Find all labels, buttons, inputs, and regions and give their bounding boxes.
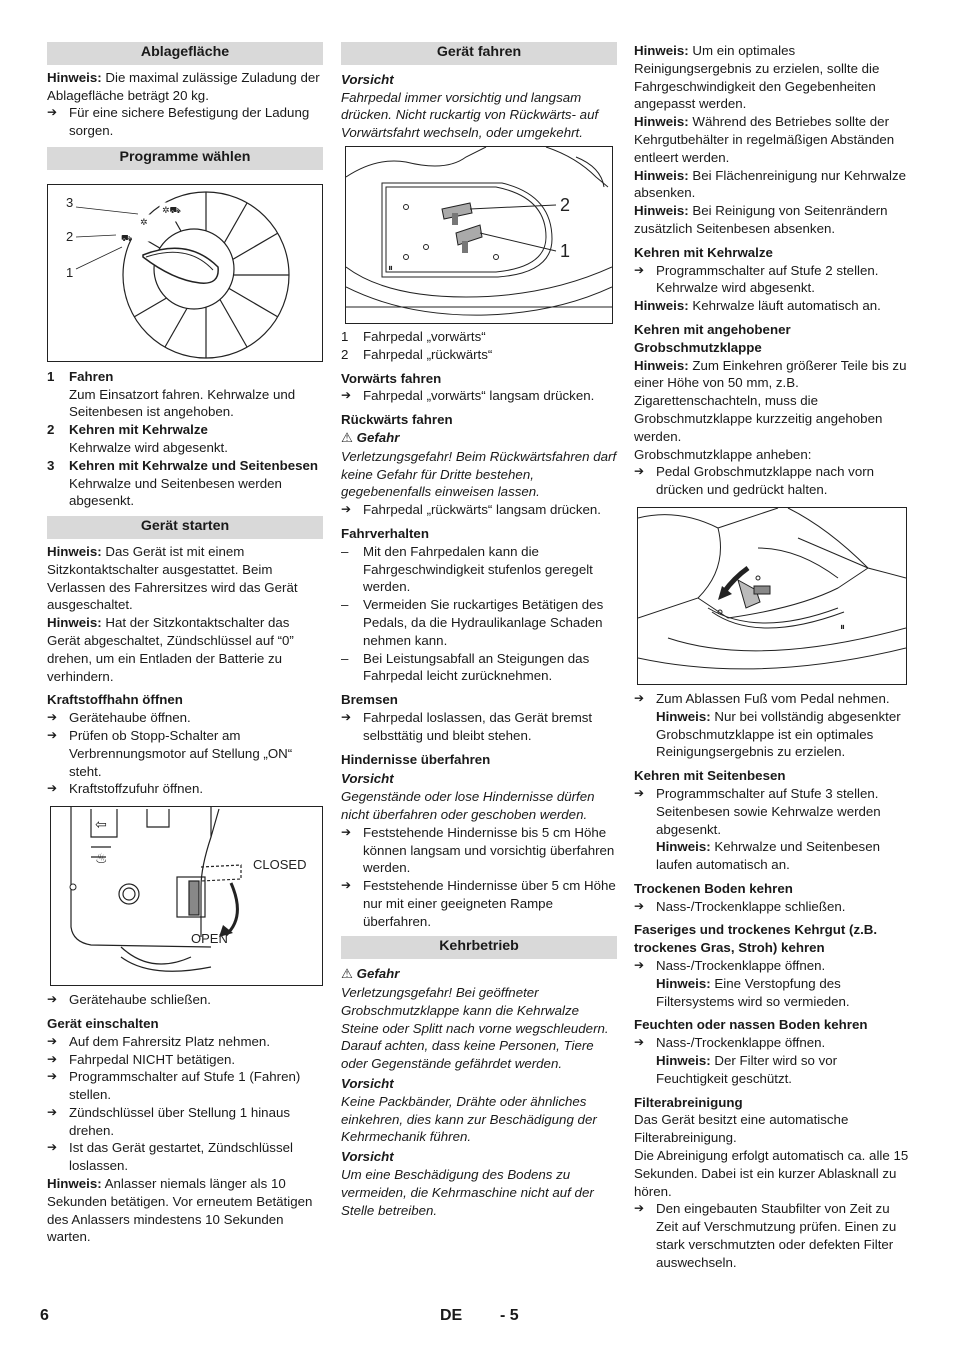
- svg-text:2: 2: [66, 228, 74, 244]
- drive-pedal-figure: [345, 146, 613, 324]
- subheading: Faseriges und trockenes Kehrgut (z.B. trockenes Gras, Stroh) kehren: [634, 922, 878, 956]
- list-item: – Mit den Fahrpedalen kann die Fahrgeschwindigkeit stufenlos geregelt werden.: [341, 543, 617, 596]
- step: ➔ Nass-/Trockenklappe öffnen.: [634, 1034, 910, 1052]
- subheading: Bremsen: [341, 692, 398, 708]
- fuel-valve-drawing: [51, 807, 323, 985]
- legend-item: 1 Fahrpedal „vorwärts“: [341, 328, 486, 344]
- hint: Hinweis: Nur bei vollständig abgesenkter Grobschmutzklappe ist ein optimales Reinigungsergebnis zu erzielen.: [656, 708, 901, 760]
- svg-text:CLOSED: CLOSED: [253, 857, 307, 873]
- svg-text:2: 2: [560, 194, 571, 215]
- svg-text:1: 1: [560, 240, 571, 261]
- svg-text:✲: ✲: [140, 217, 148, 228]
- svg-text:♨: ♨: [95, 851, 108, 868]
- hint: Hinweis: Kehrwalze läuft automatisch an.: [634, 298, 881, 314]
- step: ➔ Fahrpedal loslassen, das Gerät bremst selbsttätig und bleibt stehen.: [341, 709, 617, 745]
- section-heading-fahren: Gerät fahren: [341, 42, 617, 65]
- section-heading-kehrbetrieb: Kehrbetrieb: [341, 936, 617, 959]
- svg-text:⏸: ⏸: [840, 621, 845, 633]
- hint: Hinweis: Während des Betriebes sollte der Kehrgutbehälter in regelmäßigen Abständen entleert werden.: [634, 114, 895, 165]
- step: ➔ Feststehende Hindernisse über 5 cm Höhe nur mit einer geeigneten Rampe überfahren.: [341, 877, 617, 930]
- subheading: Vorwärts fahren: [341, 370, 442, 386]
- hint: Hinweis: Um ein optimales Reinigungsergebnis zu erzielen, sollte die Fahrgeschwindigkeit den Gegebenheiten angepasst werden.: [634, 43, 880, 112]
- step: ➔ Gerätehaube öffnen.: [47, 709, 323, 727]
- hint: Hinweis: Bei Flächenreinigung nur Kehrwalze absenken.: [634, 167, 907, 201]
- step: ➔ Prüfen ob Stopp-Schalter am Verbrennungsmotor auf Stellung „ON“ steht.: [47, 727, 323, 780]
- hint: Hinweis: Das Gerät ist mit einem Sitzkontaktschalter ausgestattet. Beim Verlassen des Fahrersitzes wird das Gerät ausgeschaltet.: [47, 543, 298, 613]
- svg-text:1: 1: [66, 264, 74, 280]
- program-dial-drawing: [48, 185, 322, 361]
- subheading: Filterabreinigung: [634, 1094, 743, 1110]
- caution-text: Gegenstände oder lose Hindernisse dürfen nicht überfahren oder geschoben werden.: [341, 789, 595, 822]
- column-left: [47, 42, 323, 1246]
- fuel-valve-figure: [50, 806, 323, 986]
- step: ➔ Fahrpedal „vorwärts“ langsam drücken.: [341, 387, 617, 405]
- program-switch-figure: [47, 184, 323, 362]
- caution-label: Vorsicht: [341, 71, 394, 87]
- step: ➔ Auf dem Fahrersitz Platz nehmen.: [47, 1033, 323, 1051]
- hint: Hinweis: Zum Einkehren größerer Teile bis zu einer Höhe von 50 mm, z.B. Zigarettenschachteln, muss die Grobschmutzklappe kurzzeitig angehoben werden.: [634, 357, 907, 444]
- step: ➔ Gerätehaube schließen.: [47, 991, 323, 1009]
- list-item: 3 Kehren mit Kehrwalze und Seitenbesen: [47, 457, 319, 473]
- paragraph: Das Gerät besitzt eine automatische Filterabreinigung.: [634, 1112, 849, 1146]
- step: ➔ Pedal Grobschmutzklappe nach vorn drücken und gedrückt halten.: [634, 463, 910, 499]
- caution-text: Fahrpedal immer vorsichtig und langsam drücken. Nicht ruckartig von Rückwärts- auf Vorwärtsfahrt wechseln, oder umgekehrt.: [341, 89, 599, 141]
- hint: Hinweis: Kehrwalze und Seitenbesen laufen automatisch an.: [656, 839, 880, 873]
- caution-text: Keine Packbänder, Drähte oder ähnliches einkehren, dies kann zur Beschädigung der Kehrmechanik führen.: [341, 1093, 597, 1145]
- warning-triangle-icon: ⚠: [341, 967, 353, 983]
- hint: Hinweis: Hat der Sitzkontaktschalter das Gerät abgeschaltet, Zündschlüssel auf “0” drehen, um ein Entladen der Batterie zu verhindern.: [47, 615, 294, 684]
- step: ➔ Programmschalter auf Stufe 1 (Fahren) stellen.: [47, 1068, 323, 1104]
- step: ➔ Programmschalter auf Stufe 2 stellen. Kehrwalze wird abgesenkt.: [634, 262, 910, 298]
- svg-text:⛟: ⛟: [121, 233, 133, 244]
- warning-triangle-icon: ⚠: [341, 430, 353, 446]
- step: ➔ Fahrpedal „rückwärts“ langsam drücken.: [341, 501, 617, 519]
- caution-text: Um eine Beschädigung des Bodens zu vermeiden, die Kehrmaschine nicht auf der Stelle betreiben.: [341, 1167, 594, 1218]
- column-right: [634, 42, 910, 1272]
- page-number: 6: [40, 1307, 49, 1324]
- step: ➔ Den eingebauten Staubfilter von Zeit zu Zeit auf Verschmutzung prüfen. Einen zu stark verschmutzten oder defekten Filter auswechseln.: [634, 1200, 910, 1271]
- subheading: Gerät einschalten: [47, 1015, 159, 1031]
- list-item: – Bei Leistungsabfall an Steigungen das Fahrpedal leicht zurücknehmen.: [341, 650, 617, 686]
- subheading: Rückwärts fahren: [341, 412, 453, 428]
- program-list: 1 Fahren Zum Einsatzort fahren. Kehrwalze und Seitenbesen ist angehoben. 2 Kehren mit Kehrwalze Kehrwalze wird abgesenkt. 3 Kehren mit Kehrwalze und Seitenbesen Kehrwalze und Seitenbesen werden abgesenkt.: [47, 368, 323, 510]
- subheading: Kehren mit angehobener Grobschmutzklappe: [634, 321, 791, 355]
- subheading: Kehren mit Kehrwalze: [634, 244, 773, 260]
- svg-text:✲⛟: ✲⛟: [162, 205, 181, 216]
- list-item: – Vermeiden Sie ruckartiges Betätigen des Pedals, da die Hydraulikanlage Schaden nehmen kann.: [341, 596, 617, 649]
- language-code: DE: [440, 1307, 463, 1324]
- column-middle: [341, 42, 617, 1219]
- step: ➔ Nass-/Trockenklappe schließen.: [634, 898, 910, 916]
- hint: Hinweis: Bei Reinigung von Seitenrändern zusätzlich Seitenbesen absenken.: [634, 203, 888, 236]
- step: ➔ Kraftstoffzufuhr öffnen.: [47, 780, 323, 798]
- debris-flap-drawing: [638, 508, 906, 684]
- caution-label: Vorsicht: [341, 1149, 394, 1165]
- hint: Hinweis: Der Filter wird so vor Feuchtigkeit geschützt.: [656, 1053, 838, 1086]
- drive-pedal-drawing: [346, 147, 612, 323]
- svg-text:⇦: ⇦: [95, 817, 107, 834]
- sub-page-number: - 5: [500, 1307, 519, 1324]
- caution-label: Vorsicht: [341, 1076, 394, 1092]
- hint: Hinweis: Die maximal zulässige Zuladung der Ablagefläche beträgt 20 kg.: [47, 69, 320, 103]
- step: ➔ Fahrpedal NICHT betätigen.: [47, 1051, 323, 1069]
- step: ➔ Zündschlüssel über Stellung 1 hinaus drehen.: [47, 1104, 323, 1140]
- list-item: 1 Fahren: [47, 368, 114, 384]
- danger-text: Verletzungsgefahr! Beim Rückwärtsfahren darf keine Gefahr für Dritte bestehen, gegebenenfalls einweisen lassen.: [341, 448, 617, 500]
- subheading: Fahrverhalten: [341, 525, 429, 541]
- step: ➔ Zum Ablassen Fuß vom Pedal nehmen.: [634, 690, 910, 708]
- svg-text:3: 3: [66, 194, 74, 210]
- debris-flap-figure: [637, 507, 907, 685]
- subheading: Hindernisse überfahren: [341, 751, 491, 767]
- svg-text:OPEN: OPEN: [191, 931, 228, 947]
- section-heading-programme: Programme wählen: [47, 147, 323, 170]
- caution-label: Vorsicht: [341, 771, 394, 787]
- subheading: Kehren mit Seitenbesen: [634, 768, 786, 784]
- danger-text: Verletzungsgefahr! Bei geöffneter Grobschmutzklappe kann die Kehrwalze Steine oder Splitt nach vorne wegschleudern. Darauf achten, dass keine Personen, Tiere oder Gegenstände gefährdet werden.: [341, 985, 609, 1072]
- step: ➔ Programmschalter auf Stufe 3 stellen. Seitenbesen sowie Kehrwalze werden abgesenkt.: [634, 785, 910, 838]
- subheading: Trockenen Boden kehren: [634, 880, 793, 896]
- list-item: 2 Kehren mit Kehrwalze: [47, 422, 208, 438]
- figure-legend: [341, 328, 617, 364]
- danger-label: ⚠ Gefahr: [341, 966, 400, 983]
- step: ➔ Feststehende Hindernisse bis 5 cm Höhe können langsam und vorsichtig überfahren werden.: [341, 824, 617, 877]
- paragraph: Grobschmutzklappe anheben:: [634, 446, 812, 462]
- hint: Hinweis: Anlasser niemals länger als 10 Sekunden betätigen. Vor erneutem Betätigen des Anlassers mindestens 10 Sekunden warten.: [47, 1176, 313, 1245]
- step: ➔ Für eine sichere Befestigung der Ladung sorgen.: [47, 104, 323, 140]
- subheading: Feuchten oder nassen Boden kehren: [634, 1017, 868, 1033]
- danger-label: ⚠ Gefahr: [341, 429, 400, 446]
- hint: Hinweis: Eine Verstopfung des Filtersystems wird so vermieden.: [656, 975, 850, 1009]
- section-heading-starten: Gerät starten: [47, 516, 323, 539]
- subheading: Kraftstoffhahn öffnen: [47, 692, 183, 708]
- section-heading-ablage: Ablagefläche: [47, 42, 323, 65]
- step: ➔ Ist das Gerät gestartet, Zündschlüssel loslassen.: [47, 1139, 323, 1175]
- legend-item: 2 Fahrpedal „rückwärts“: [341, 346, 493, 362]
- paragraph: Die Abreinigung erfolgt automatisch ca. alle 15 Sekunden. Dabei ist ein kurzer Ablasknall zu hören.: [634, 1148, 909, 1199]
- step: ➔ Nass-/Trockenklappe öffnen.: [634, 957, 910, 975]
- svg-text:⏸: ⏸: [388, 262, 393, 274]
